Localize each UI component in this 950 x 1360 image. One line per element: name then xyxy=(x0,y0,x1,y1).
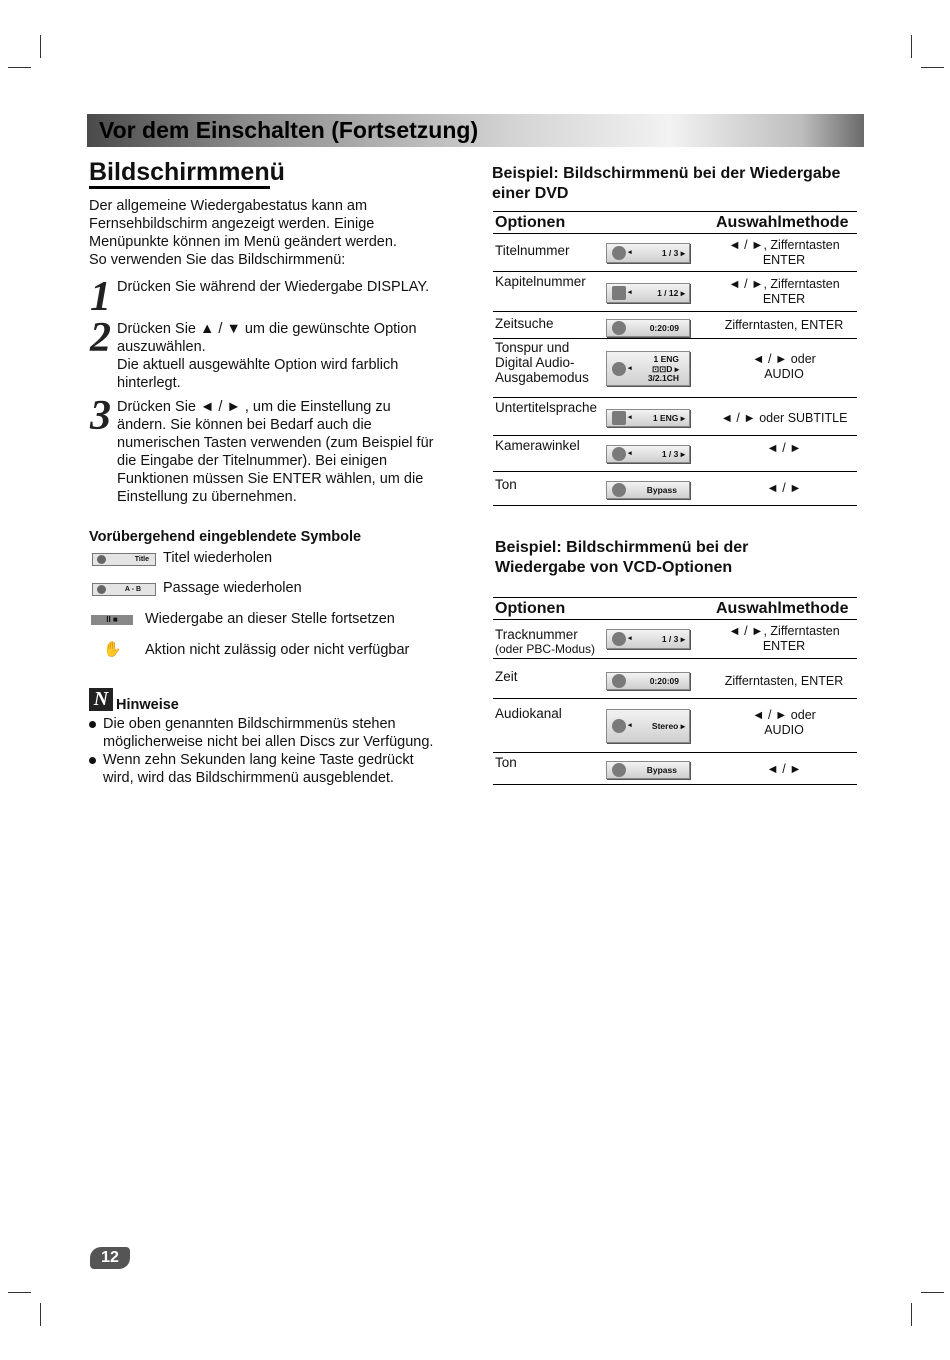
method-line: ◄ / ► xyxy=(766,441,802,455)
table-rule xyxy=(493,311,857,312)
crop-mark xyxy=(8,1292,31,1293)
step-line: ändern. Sie können bei Bedarf auch die xyxy=(117,417,372,433)
table-rule xyxy=(493,471,857,472)
table-rule xyxy=(493,619,857,620)
option-line: Ausgabemodus xyxy=(495,370,589,385)
table-rule xyxy=(493,435,857,436)
col-header-options: Optionen xyxy=(495,600,566,617)
title-line: Wiedergabe von VCD-Optionen xyxy=(495,559,733,576)
subtitle-icon xyxy=(612,411,626,425)
crop-mark xyxy=(40,1303,41,1326)
osd-value: 0:20:09 xyxy=(649,676,679,686)
method-line: ENTER xyxy=(762,253,806,267)
method-line: AUDIO xyxy=(764,723,804,737)
col-header-options: Optionen xyxy=(495,214,566,231)
col-header-method: Auswahlmethode xyxy=(716,600,849,617)
osd-audio-track xyxy=(606,351,690,386)
osd-audio-channel xyxy=(606,709,690,743)
title-repeat-icon xyxy=(92,553,156,566)
table-rule xyxy=(493,597,857,598)
step-line: die Eingabe der Titelnummer). Bei einigen xyxy=(117,453,388,469)
table-rule xyxy=(493,698,857,699)
clock-icon xyxy=(612,321,626,335)
left-arrow-icon: ◂ xyxy=(628,722,632,729)
osd-value xyxy=(648,355,679,384)
osd-value: Bypass xyxy=(646,765,677,775)
option-label: Audiokanal xyxy=(495,706,562,721)
title-line: Beispiel: Bildschirmmenü bei der xyxy=(495,539,749,556)
osd-time-search xyxy=(606,319,690,337)
method-line: ◄ / ► oder xyxy=(752,708,816,722)
crop-mark xyxy=(8,67,31,68)
sound-icon xyxy=(612,483,626,497)
audio-icon xyxy=(612,719,626,733)
method-cell xyxy=(700,277,868,307)
osd-value: Stereo ▸ xyxy=(651,721,685,731)
ab-repeat-icon xyxy=(92,583,156,596)
resume-icon xyxy=(91,615,133,625)
disc-icon xyxy=(612,246,626,260)
step-line: Die aktuell ausgewählte Option wird farblich xyxy=(117,357,399,373)
step-line: Drücken Sie ◄ / ► , um die Einstellung zu xyxy=(117,399,391,415)
note-line: Die oben genannten Bildschirmmenüs stehen xyxy=(103,716,396,732)
method-cell xyxy=(700,352,868,382)
crop-mark xyxy=(911,1303,912,1326)
option-label: Kapitelnummer xyxy=(495,274,586,289)
step-number: 3 xyxy=(90,393,111,439)
section-title: Bildschirmmenü xyxy=(89,158,285,186)
method-line: ◄ / ►, Zifferntasten xyxy=(728,624,840,638)
symbol-badge: Title xyxy=(134,556,149,563)
note-line: möglicherweise nicht bei allen Discs zur Verfügung. xyxy=(103,734,434,750)
symbol-label: Wiedergabe an dieser Stelle fortsetzen xyxy=(145,611,395,627)
title-line: einer DVD xyxy=(492,185,569,202)
osd-value: 0:20:09 xyxy=(649,323,679,333)
table-rule xyxy=(493,505,857,506)
method-line: Zifferntasten, ENTER xyxy=(724,318,844,332)
method-line: AUDIO xyxy=(764,367,804,381)
intro-paragraph xyxy=(89,197,449,269)
method-line: ENTER xyxy=(762,292,806,306)
step-text xyxy=(117,398,452,506)
left-arrow-icon: ◂ xyxy=(628,364,632,372)
option-line: Tracknummer xyxy=(495,627,578,642)
note-line: Wenn zehn Sekunden lang keine Taste gedrückt xyxy=(103,752,414,768)
method-cell xyxy=(700,624,868,654)
crop-mark xyxy=(40,35,41,58)
step-text xyxy=(117,320,452,392)
intro-line: Fernsehbildschirm angezeigt werden. Einige xyxy=(89,216,375,232)
step-line: numerischen Tasten verwenden (zum Beispiel für xyxy=(117,435,434,451)
notes-heading: Hinweise xyxy=(116,697,179,713)
note-item xyxy=(89,715,459,751)
table-rule xyxy=(493,338,857,339)
film-icon xyxy=(612,286,626,300)
osd-value: Bypass xyxy=(646,485,677,495)
left-arrow-icon: ◂ xyxy=(628,289,632,296)
section-underline xyxy=(89,186,270,189)
option-label xyxy=(495,340,605,385)
audio-icon xyxy=(612,362,626,376)
osd-value: 1 / 3 ▸ xyxy=(661,248,685,258)
table-rule xyxy=(493,658,857,659)
table-rule xyxy=(493,233,857,234)
osd-value: 1 ENG ▸ xyxy=(652,413,685,423)
clock-icon xyxy=(612,674,626,688)
note-item xyxy=(89,751,459,787)
intro-line: Der allgemeine Wiedergabestatus kann am xyxy=(89,198,368,214)
osd-camera-angle xyxy=(606,445,690,463)
option-label: Kamerawinkel xyxy=(495,438,580,453)
method-line: ◄ / ► xyxy=(766,762,802,776)
osd-time xyxy=(606,672,690,690)
step-number: 2 xyxy=(90,315,111,361)
title-line: Beispiel: Bildschirmmenü bei der Wiedergabe xyxy=(492,165,841,182)
option-label: Ton xyxy=(495,477,517,492)
left-arrow-icon: ◂ xyxy=(628,249,632,256)
hand-prohibited-icon xyxy=(103,641,122,659)
method-cell xyxy=(700,238,868,268)
step-line: auszuwählen. xyxy=(117,339,206,355)
dvd-table-title xyxy=(492,164,840,204)
osd-sound xyxy=(606,761,690,779)
method-line: ◄ / ► oder xyxy=(752,352,816,366)
left-arrow-icon: ◂ xyxy=(628,635,632,642)
osd-track-number xyxy=(606,629,690,649)
bullet-dot xyxy=(89,757,96,764)
left-arrow-icon: ◂ xyxy=(628,414,632,421)
method-line: ◄ / ► oder SUBTITLE xyxy=(720,411,848,425)
osd-value: 1 / 12 ▸ xyxy=(657,288,685,298)
disc-icon xyxy=(612,632,626,646)
method-line: ◄ / ► xyxy=(766,481,802,495)
option-line: (oder PBC-Modus) xyxy=(495,642,596,656)
symbol-label: Titel wiederholen xyxy=(163,550,273,566)
crop-mark xyxy=(921,1292,944,1293)
method-line: ◄ / ►, Zifferntasten xyxy=(728,277,840,291)
step-line: Drücken Sie ▲ / ▼ um die gewünschte Option xyxy=(117,321,417,337)
osd-line: 1 ENG xyxy=(653,354,679,364)
step-line: Drücken Sie während der Wiedergabe DISPLAY. xyxy=(117,279,430,295)
step-number: 1 xyxy=(90,274,111,320)
osd-line: 3/2.1CH xyxy=(647,373,679,383)
symbol-label: Aktion nicht zulässig oder nicht verfügbar xyxy=(145,642,410,658)
table-rule xyxy=(493,397,857,398)
osd-sound xyxy=(606,481,690,499)
camera-icon xyxy=(612,447,626,461)
symbol-badge: ✋ xyxy=(103,641,122,658)
option-label: Untertitelsprache xyxy=(495,400,598,415)
table-rule xyxy=(493,752,857,753)
page-title: Vor dem Einschalten (Fortsetzung) xyxy=(99,117,479,143)
table-rule xyxy=(493,271,857,272)
step-line: Funktionen müssen Sie ENTER wählen, um die xyxy=(117,471,424,487)
method-line: ENTER xyxy=(762,639,806,653)
osd-value: 1 / 3 ▸ xyxy=(661,634,685,644)
crop-mark xyxy=(921,67,944,68)
option-line: Digital Audio- xyxy=(495,355,575,370)
option-label: Zeitsuche xyxy=(495,316,554,331)
option-label: Zeit xyxy=(495,669,518,684)
col-header-method: Auswahlmethode xyxy=(716,214,849,231)
table-rule xyxy=(493,211,857,212)
osd-value: 1 / 3 ▸ xyxy=(661,449,685,459)
option-line: Tonspur und xyxy=(495,340,570,355)
osd-chapter-number xyxy=(606,283,690,303)
step-line: Einstellung zu übernehmen. xyxy=(117,489,297,505)
note-line: wird, wird das Bildschirmmenü ausgeblendet. xyxy=(103,770,394,786)
osd-line: ⊡⊡D ▸ xyxy=(651,363,679,374)
intro-line: So verwenden Sie das Bildschirmmenü: xyxy=(89,252,346,268)
method-cell xyxy=(700,708,868,738)
sound-icon xyxy=(612,763,626,777)
option-label: Titelnummer xyxy=(495,243,570,258)
option-label: Ton xyxy=(495,755,517,770)
bullet-dot xyxy=(89,721,96,728)
step-text xyxy=(117,278,452,296)
symbol-badge: II ■ xyxy=(106,615,118,624)
osd-subtitle xyxy=(606,409,690,427)
vcd-table-title xyxy=(495,538,748,578)
note-icon: N xyxy=(89,688,113,711)
method-line: ◄ / ►, Zifferntasten xyxy=(728,238,840,252)
symbols-heading: Vorübergehend eingeblendete Symbole xyxy=(89,529,362,545)
symbol-badge: A - B xyxy=(124,586,141,593)
left-arrow-icon: ◂ xyxy=(628,450,632,457)
method-line: Zifferntasten, ENTER xyxy=(724,674,844,688)
crop-mark xyxy=(911,35,912,58)
table-rule xyxy=(493,784,857,785)
page-number: 12 xyxy=(90,1247,130,1269)
option-label xyxy=(495,627,605,657)
symbol-label: Passage wiederholen xyxy=(163,580,302,596)
step-line: hinterlegt. xyxy=(117,375,181,391)
osd-title-number xyxy=(606,243,690,263)
intro-line: Menüpunkte können im Menü geändert werden. xyxy=(89,234,397,250)
